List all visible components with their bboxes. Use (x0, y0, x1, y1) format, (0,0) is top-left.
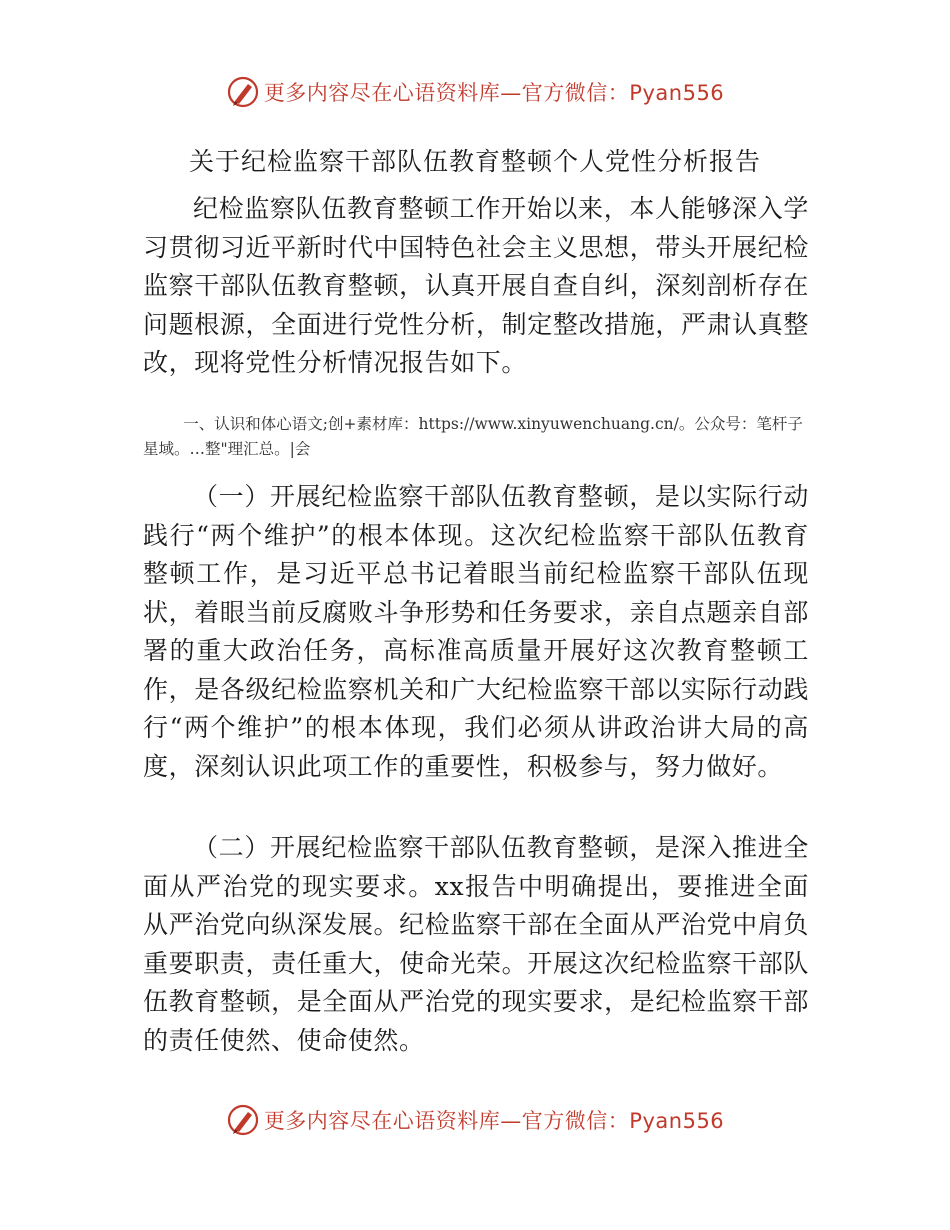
paragraph-two: （二）开展纪检监察干部队伍教育整顿，是深入推进全面从严治党的现实要求。xx报告中明确提出，要推进全面从严治党向纵深发展。纪检监察干部在全面从严治党中肩负重要职责，责任重大，使命光荣。开展这次纪检监察干部队伍教育整顿，是全面从严治党的现实要求，是纪检监察干部的责任使然、使命使然。 (143, 833, 809, 1055)
section-heading: 一、认识和体心语文;创+素材库：https://www.xinyuwenchuang.cn/。公众号：笔杆子星域。…整"理汇总。|会 (143, 415, 803, 458)
document-title: 关于纪检监察干部队伍教育整顿个人党性分析报告 (188, 147, 761, 176)
pen-logo-icon (226, 1103, 260, 1137)
paragraph-one: （一）开展纪检监察干部队伍教育整顿，是以实际行动践行“两个维护”的根本体现。这次纪检监察干部队伍教育整顿工作，是习近平总书记着眼当前纪检监察干部队伍现状，着眼当前反腐败斗争形势和任务要求，亲自点题亲自部署的重大政治任务，高标准高质量开展好这次教育整顿工作，是各级纪检监察机关和广大纪检监察干部以实际行动践行“两个维护”的根本体现，我们必须从讲政治讲大局的高度，深刻认识此项工作的重要性，积极参与，努力做好。 (143, 482, 809, 781)
watermark-banner-bottom (0, 1100, 950, 1140)
intro-paragraph: 纪检监察队伍教育整顿工作开始以来，本人能够深入学习贯彻习近平新时代中国特色社会主义思想，带头开展纪检监察干部队伍教育整顿，认真开展自查自纠，深刻剖析存在问题根源，全面进行党性分析，制定整改措施，严肃认真整改，现将党性分析情况报告如下。 (143, 194, 809, 377)
watermark-text: 更多内容尽在心语资料库—官方微信：Pyan556 (263, 1109, 725, 1133)
watermark-text: 更多内容尽在心语资料库—官方微信：Pyan556 (263, 81, 725, 105)
pen-logo-icon (226, 75, 260, 109)
watermark-banner-top (0, 72, 950, 112)
